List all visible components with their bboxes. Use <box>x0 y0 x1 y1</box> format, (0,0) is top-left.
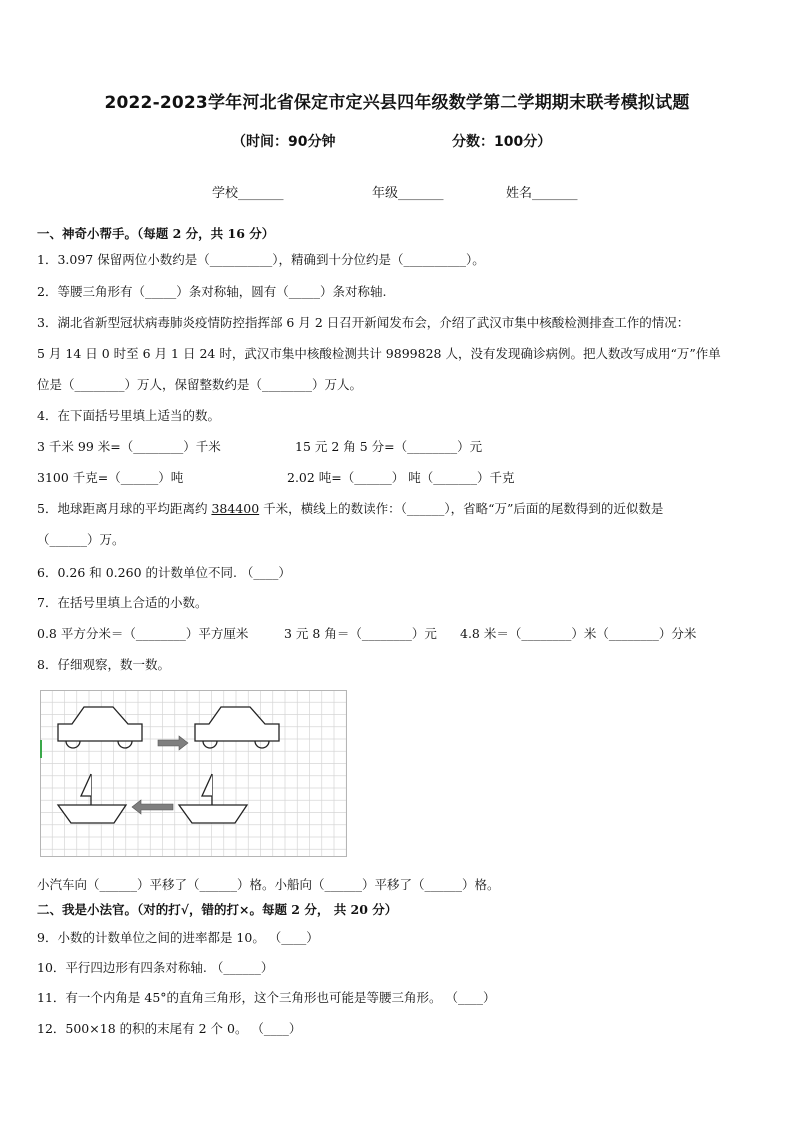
question-12: 12．500×18 的积的末尾有 2 个 0。 （____） <box>37 1021 302 1036</box>
question-5-prefix: 5．地球距离月球的平均距离约 <box>37 501 212 516</box>
translation-grid-figure <box>40 690 348 858</box>
question-3-line-2: 5 月 14 日 0 时至 6 月 1 日 24 时，武汉市集中核酸检测共计 9899828 人，没有发现确诊病例。把人数改写成用“万”作单 <box>37 346 721 361</box>
question-4-c: 3100 千克=（______）吨 <box>37 470 184 485</box>
question-8: 8．仔细观察，数一数。 <box>37 657 170 672</box>
question-9: 9．小数的计数单位之间的进率都是 10。 （____） <box>37 930 319 945</box>
question-4: 4．在下面括号里填上适当的数。 <box>37 408 220 423</box>
question-7-a: 0.8 平方分米＝（________）平方厘米 <box>37 626 249 641</box>
question-7: 7．在括号里填上合适的小数。 <box>37 595 208 610</box>
question-11: 11．有一个内角是 45°的直角三角形，这个三角形也可能是等腰三角形。 （____） <box>37 990 496 1005</box>
question-4-b: 15 元 2 角 5 分=（________）元 <box>295 439 483 454</box>
question-5-line-1 <box>37 499 663 517</box>
question-4-a: 3 千米 99 米=（________）千米 <box>37 439 221 454</box>
exam-time: （时间：90分钟 <box>232 134 336 150</box>
exam-score: 分数：100分） <box>452 134 552 150</box>
exam-title: 2022-2023学年河北省保定市定兴县四年级数学第二学期期末联考模拟试题 <box>104 93 690 113</box>
question-10: 10．平行四边形有四条对称轴. （______） <box>37 960 274 975</box>
boat-original <box>179 774 247 823</box>
car-translated <box>195 707 279 748</box>
question-8-answer: 小汽车向（______）平移了（______）格。小船向（______）平移了（______）格。 <box>37 877 500 892</box>
question-7-b: 3 元 8 角＝（________）元 <box>284 626 437 641</box>
arrow-left <box>132 800 173 814</box>
question-6: 6．0.26 和 0.260 的计数单位不同. （____） <box>37 565 291 580</box>
distance-number: 384400 <box>211 501 260 516</box>
grade-field: 年级_______ <box>372 186 444 201</box>
section-1-heading: 一、神奇小帮手。（每题 2 分，共 16 分） <box>37 226 275 241</box>
section-2-heading: 二、我是小法官。（对的打√，错的打×。每题 2 分， 共 20 分） <box>37 902 398 917</box>
car-original <box>58 707 142 748</box>
question-3-line-3: 位是（________）万人，保留整数约是（________）万人。 <box>37 377 363 392</box>
question-5-line-2: （______）万。 <box>37 532 125 547</box>
name-field: 姓名_______ <box>506 186 578 201</box>
question-1: 1．3.097 保留两位小数约是（__________），精确到十分位约是（__________）。 <box>37 252 485 267</box>
question-4-d: 2.02 吨=（______） 吨（_______）千克 <box>287 470 515 485</box>
boat-translated <box>58 774 126 823</box>
school-field: 学校_______ <box>212 186 284 201</box>
question-5-suffix: 千米，横线上的数读作：（______），省略“万”后面的尾数得到的近似数是 <box>259 501 664 516</box>
question-7-c: 4.8 米＝（________）米（________）分米 <box>460 626 697 641</box>
question-2: 2．等腰三角形有（_____）条对称轴，圆有（_____）条对称轴. <box>37 284 387 299</box>
question-3-line-1: 3．湖北省新型冠状病毒肺炎疫情防控指挥部 6 月 2 日召开新闻发布会，介绍了武汉市集中核酸检测排查工作的情况： <box>37 315 690 330</box>
